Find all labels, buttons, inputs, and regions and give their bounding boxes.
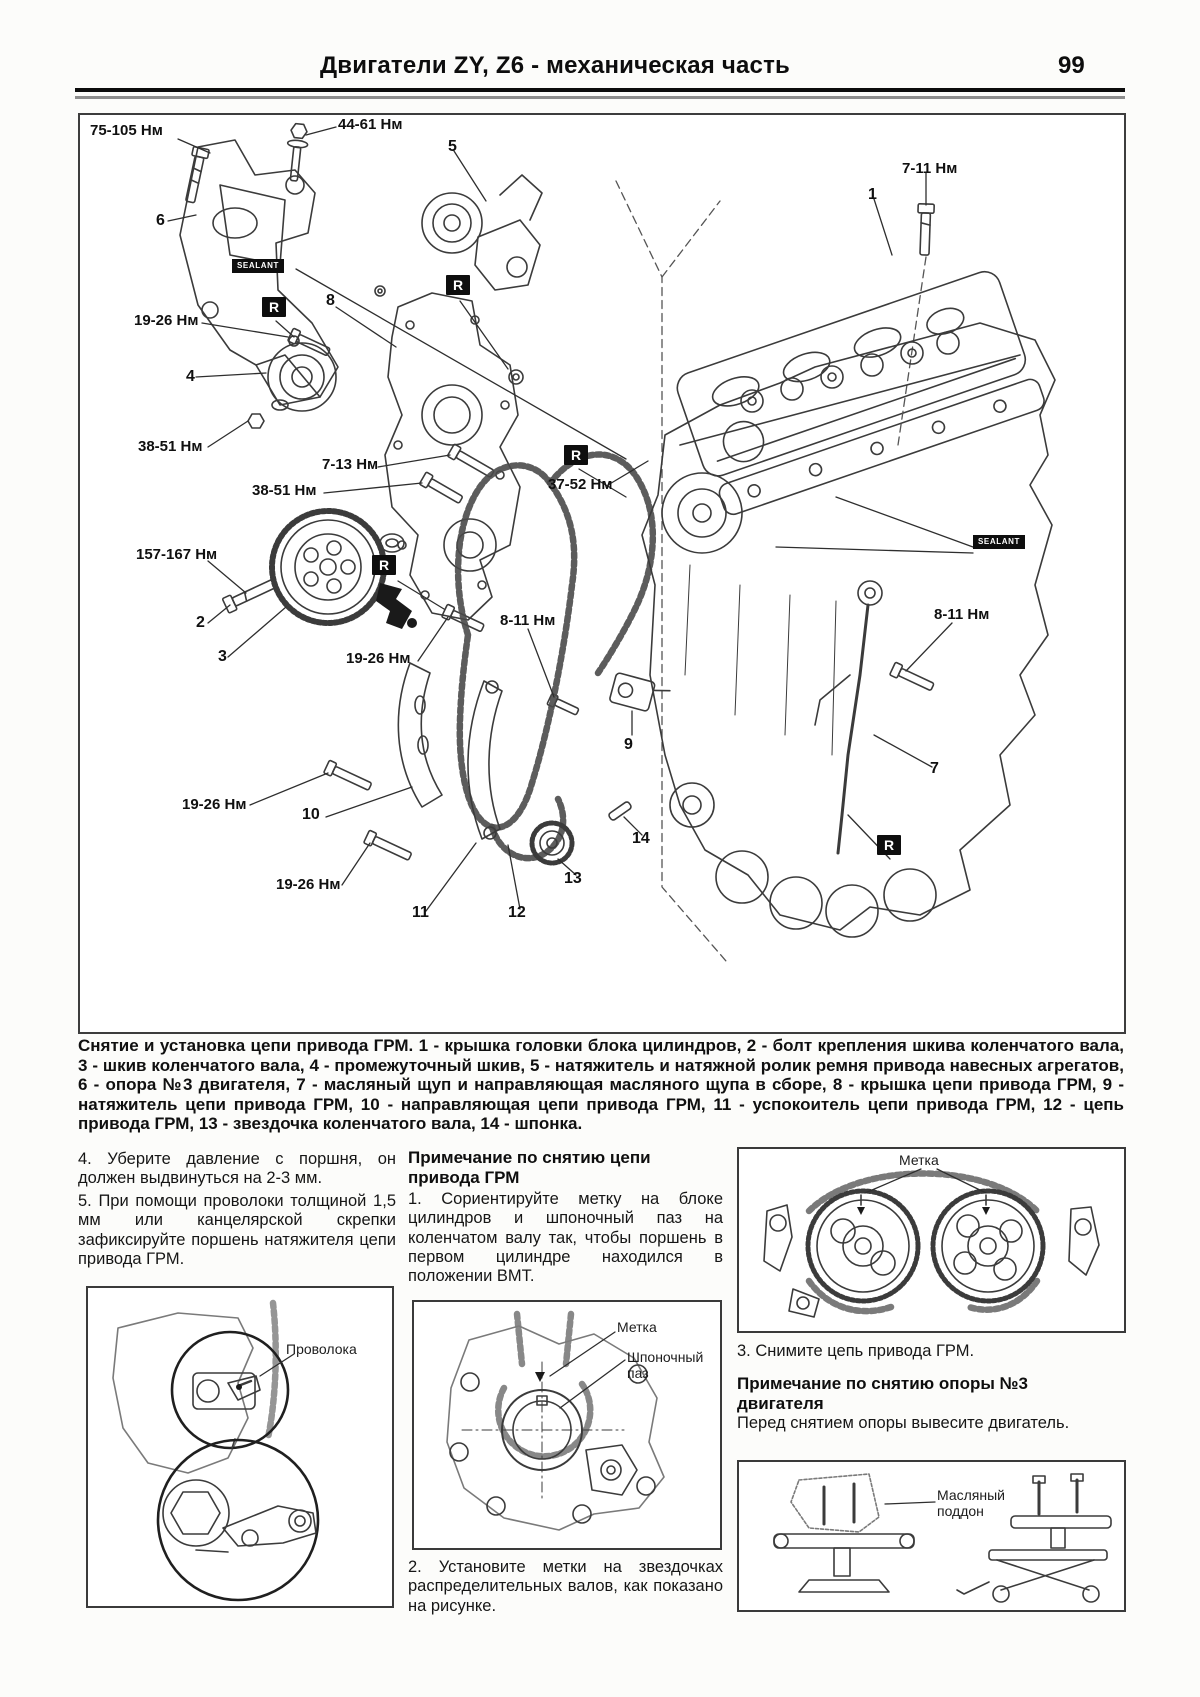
mark-label: Метка bbox=[617, 1319, 657, 1335]
part-number-label: 8 bbox=[326, 292, 335, 309]
part-number-label: 5 bbox=[448, 138, 457, 155]
part-number-label: 14 bbox=[632, 830, 650, 847]
note-chain-removal-title: Примечание по снятию цепи привода ГРМ bbox=[408, 1148, 651, 1187]
part-number-label: 10 bbox=[302, 806, 320, 823]
torque-label: 75-105 Нм bbox=[90, 122, 163, 139]
part-number-label: 4 bbox=[186, 368, 195, 385]
step-4-text: 4. Уберите давление с поршня, он должен выдвинуться на 2-3 мм. bbox=[78, 1150, 396, 1188]
note-mount-removal-text: Перед снятием опоры вывесите двигатель. bbox=[737, 1414, 1070, 1432]
belt-tensioner-art bbox=[422, 175, 542, 290]
replace-marker: R bbox=[372, 555, 396, 575]
replace-marker: R bbox=[446, 275, 470, 295]
torque-label: 38-51 Нм bbox=[138, 438, 203, 455]
part-number-label: 13 bbox=[564, 870, 582, 887]
replace-marker: R bbox=[262, 297, 286, 317]
part-number-label: 9 bbox=[624, 736, 633, 753]
cam-sprockets-figure bbox=[737, 1147, 1126, 1333]
sealant-marker: SEALANT bbox=[973, 535, 1025, 549]
header-rule bbox=[75, 88, 1125, 92]
wire-lock-figure bbox=[86, 1286, 394, 1608]
mark-label: Метка bbox=[899, 1152, 939, 1168]
step-3-text: 3. Снимите цепь привода ГРМ. bbox=[737, 1342, 975, 1360]
valve-cover-gasket-art bbox=[717, 377, 1047, 517]
torque-label: 8-11 Нм bbox=[934, 606, 990, 623]
part-number-label: 12 bbox=[508, 904, 526, 921]
header-rule-shadow bbox=[75, 96, 1125, 99]
figure-caption: Снятие и установка цепи привода ГРМ. 1 - крышка головки блока цилиндров, 2 - болт крепления шкива коленчатого вала, 3 - шкив коленчатого вала, 4 - промежуточный шкив, 5 - натяжитель и натяжной ролик ремня привода навесных агрегатов, 6 - опора №3 двигателя, 7 - масляный щуп и направляющая масляного щупа в сборе, 8 - крышка цепи привода ГРМ, 9 - натяжитель цепи привода ГРМ, 10 - направляющая цепи привода ГРМ, 11 - успокоитель цепи привода ГРМ, 12 - цепь привода ГРМ, 13 - звездочка коленчатого вала, 14 - шпонка. bbox=[78, 1036, 1124, 1134]
torque-label: 37-52 Нм bbox=[548, 476, 613, 493]
torque-label: 7-11 Нм bbox=[902, 160, 958, 177]
step-1-text: 1. Сориентируйте метку на блоке цилиндров и шпоночный паз на коленчатом валу так, чтобы поршень в первом цилиндре находился в положении ВМТ. bbox=[408, 1190, 723, 1286]
chain-guide-art bbox=[398, 663, 502, 839]
part-number-label: 1 bbox=[868, 186, 877, 203]
torque-label: 19-26 Нм bbox=[276, 876, 341, 893]
exploded-view-figure bbox=[78, 113, 1126, 1034]
part-number-label: 7 bbox=[930, 760, 939, 777]
wire-label: Проволока bbox=[286, 1341, 357, 1357]
torque-label: 8-11 Нм bbox=[500, 612, 556, 629]
page-title: Двигатели ZY, Z6 - механическая часть bbox=[319, 52, 790, 79]
front-cover-marks-figure bbox=[412, 1300, 722, 1550]
oil-pan-label: Масляный поддон bbox=[937, 1487, 1005, 1519]
torque-label: 19-26 Нм bbox=[134, 312, 199, 329]
oil-symbol bbox=[376, 583, 417, 629]
part-number-label: 11 bbox=[412, 904, 429, 921]
part-number-label: 2 bbox=[196, 614, 205, 631]
sealant-marker: SEALANT bbox=[232, 259, 284, 273]
torque-label: 157-167 Нм bbox=[136, 546, 218, 563]
part-number-label: 3 bbox=[218, 648, 227, 665]
torque-label: 44-61 Нм bbox=[338, 116, 403, 133]
valve-cover-art bbox=[673, 267, 1030, 480]
replace-marker: R bbox=[877, 835, 901, 855]
engine-diagram-art bbox=[80, 115, 1120, 1028]
engine-block-art bbox=[642, 323, 1055, 937]
torque-label: 7-13 Нм bbox=[322, 456, 379, 473]
torque-label: 38-51 Нм bbox=[252, 482, 317, 499]
chain-cover-art bbox=[385, 293, 520, 620]
note-mount-removal-title: Примечание по снятию опоры №3 двигателя bbox=[737, 1374, 1028, 1413]
step-2-text: 2. Установите метки на звездочках распределительных валов, как показано на рисунке. bbox=[408, 1558, 723, 1615]
torque-label: 19-26 Нм bbox=[346, 650, 411, 667]
keyway-label: Шпоночный паз bbox=[627, 1349, 704, 1381]
engine-support-figure bbox=[737, 1460, 1126, 1612]
replace-marker: R bbox=[564, 445, 588, 465]
torque-label: 19-26 Нм bbox=[182, 796, 247, 813]
step-5-text: 5. При помощи проволоки толщиной 1,5 мм или канцелярской скрепки зафиксируйте поршень натяжителя цепи привода ГРМ. bbox=[78, 1192, 396, 1268]
page-number: 99 bbox=[1058, 52, 1085, 79]
part-number-label: 6 bbox=[156, 212, 165, 229]
dipstick-art bbox=[815, 581, 882, 853]
